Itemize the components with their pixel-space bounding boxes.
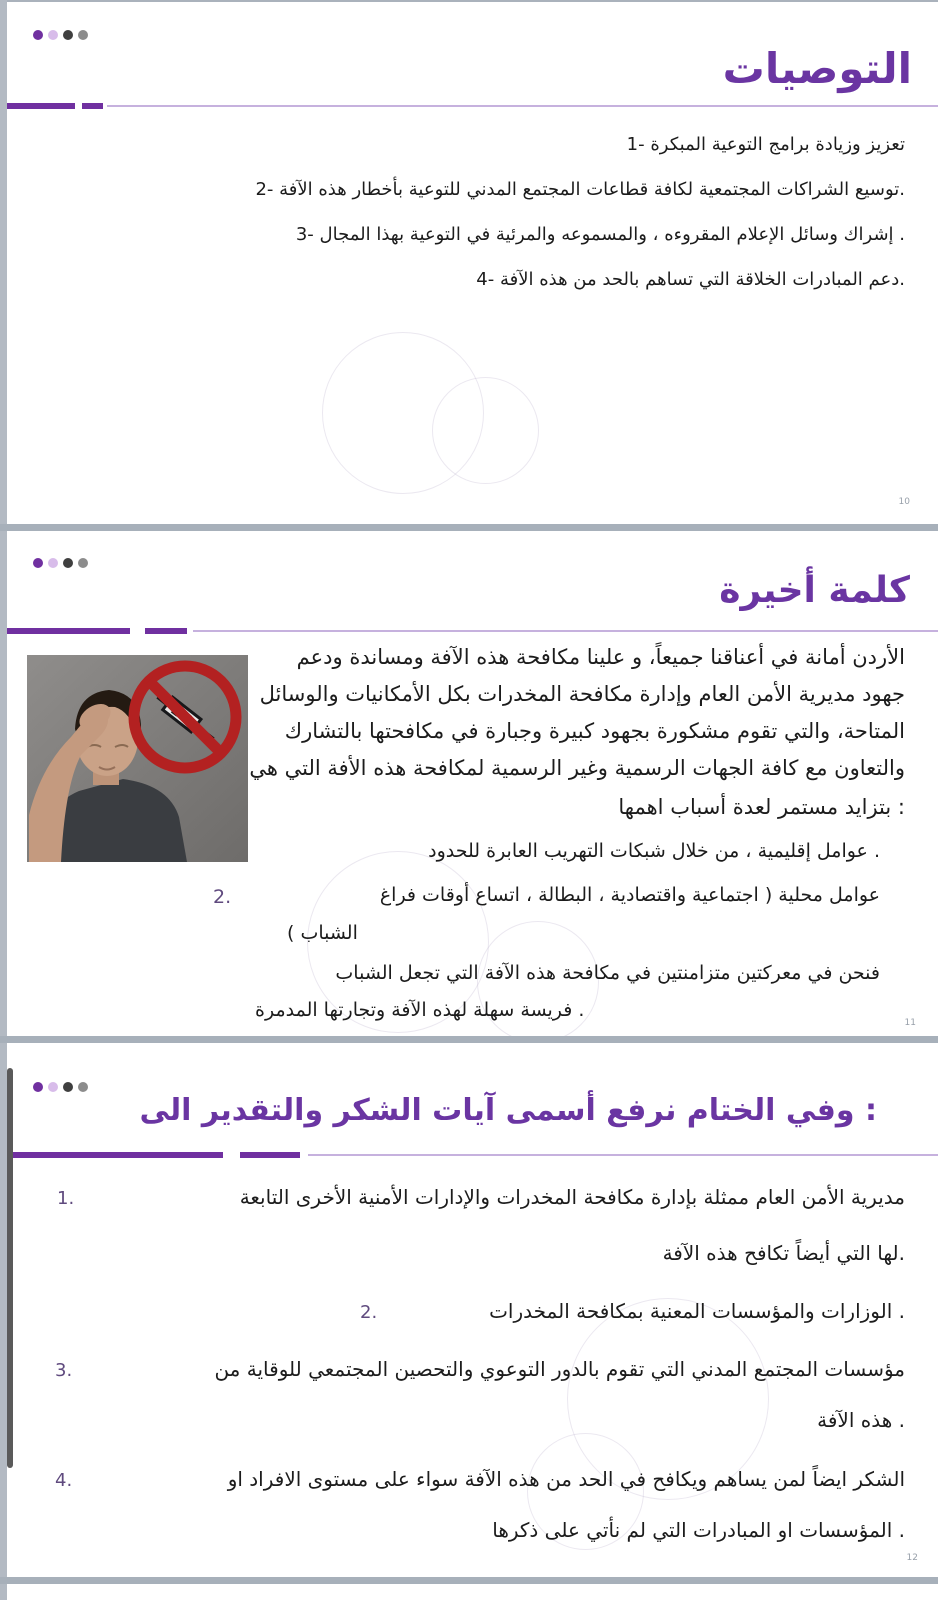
title-rule-segment [7, 628, 130, 634]
list-number: 3. [55, 1360, 73, 1381]
cause-item-regional: عوامل إقليمية ، من خلال شبكات التهريب العابرة للحدود . [428, 840, 880, 862]
title-rule-thin [193, 630, 938, 632]
cause-item-local-continued: الشباب ) [287, 922, 358, 944]
sad-man-no-drugs-photo [27, 655, 248, 862]
slide-divider [0, 1577, 938, 1584]
final-word-line: المتاحة، والتي تقوم مشكورة بجهود كبيرة وجبارة في مكافحتها بالتشارك [284, 719, 905, 743]
closing-sentence-continued: فريسة سهلة لهذه الآفة وتجارتها المدمرة . [255, 999, 585, 1021]
slide-divider [0, 524, 938, 531]
dot-icon [63, 30, 73, 40]
page-number: 12 [906, 1553, 918, 1563]
title-rule-segment [145, 628, 187, 634]
thanks-item: مديرية الأمن العام ممثلة بإدارة مكافحة المخدرات والإدارات الأمنية الأخرى التابعة [239, 1185, 905, 1209]
recommendation-item: 3- إشراك وسائل الإعلام المقروءه ، والمسموعه والمرئية في التوعية بهذا المجال . [295, 224, 905, 245]
page-number: 10 [898, 497, 910, 507]
template-dots-icon [33, 558, 88, 568]
vertical-scrollbar-thumb[interactable] [7, 1068, 13, 1468]
list-number: 2. [213, 886, 232, 908]
list-number: 1. [57, 1188, 75, 1209]
slide-title: التوصيات [722, 44, 912, 93]
dot-icon [63, 1082, 73, 1092]
slide-title: وفي الختام نرفع أسمى آيات الشكر والتقدير الى : [139, 1093, 877, 1128]
title-rule-segment [7, 103, 75, 109]
cause-item-local: عوامل محلية ( اجتماعية واقتصادية ، البطالة ، اتساع أوقات فراغ [379, 884, 880, 906]
thanks-item-continued: المؤسسات او المبادرات التي لم نأتي على ذكرها . [492, 1518, 905, 1542]
list-number: 2. [360, 1302, 378, 1323]
template-dots-icon [33, 1082, 88, 1092]
thanks-item-continued: لها التي أيضاً تكافح هذه الآفة. [662, 1241, 905, 1265]
final-word-line: والتعاون مع كافة الجهات الرسمية وغير الرسمية لمكافحة هذه الأفة التي هي [249, 756, 905, 780]
template-dots-icon [33, 30, 88, 40]
thanks-item: الوزارات والمؤسسات المعنية بمكافحة المخدرات . [489, 1299, 905, 1323]
left-gutter [0, 0, 7, 1600]
title-rule-thin [308, 1154, 938, 1156]
dot-icon [33, 30, 43, 40]
dot-icon [33, 1082, 43, 1092]
page-number: 11 [904, 1018, 916, 1028]
title-rule-thin [107, 105, 938, 107]
dot-icon [48, 558, 58, 568]
dot-icon [48, 1082, 58, 1092]
recommendation-item: 4- دعم المبادرات الخلاقة التي تساهم بالحد من هذه الآفة. [476, 269, 905, 290]
thanks-item: الشكر ايضاً لمن يساهم ويكافح في الحد من هذه الآفة سواء على مستوى الافراد او [227, 1467, 905, 1491]
slide-title: كلمة أخيرة [719, 570, 910, 611]
dot-icon [33, 558, 43, 568]
title-rule-segment [240, 1152, 300, 1158]
thanks-item: مؤسسات المجتمع المدني التي تقوم بالدور التوعوي والتحصين المجتمعي للوقاية من [214, 1357, 905, 1381]
slide-10 [7, 2, 938, 524]
slide-divider [0, 1036, 938, 1043]
watermark-circle [432, 377, 539, 484]
recommendation-item: 2- توسيع الشراكات المجتمعية لكافة قطاعات المجتمع المدني للتوعية بأخطار هذه الآفة. [255, 179, 905, 200]
recommendation-item: 1- تعزيز وزيادة برامج التوعية المبكرة [626, 134, 905, 155]
dot-icon [63, 558, 73, 568]
closing-sentence: فنحن في معركتين متزامنتين في مكافحة هذه الآفة التي تجعل الشباب [335, 962, 880, 984]
title-rule-segment [82, 103, 103, 109]
final-word-line: جهود مديرية الأمن العام وإدارة مكافحة المخدرات بكل الأمكانيات والوسائل [259, 682, 905, 706]
list-number: 4. [55, 1470, 73, 1491]
dot-icon [48, 30, 58, 40]
title-rule-segment [8, 1152, 223, 1158]
dot-icon [78, 30, 88, 40]
dot-icon [78, 558, 88, 568]
dot-icon [78, 1082, 88, 1092]
final-word-line: الأردن أمانة في أعناقنا جميعاً، و علينا مكافحة هذه الآفة ومساندة ودعم [296, 645, 905, 669]
final-word-line: بتزايد مستمر لعدة أسباب اهمها : [618, 795, 905, 819]
thanks-item-continued: هذه الآفة . [817, 1408, 905, 1432]
